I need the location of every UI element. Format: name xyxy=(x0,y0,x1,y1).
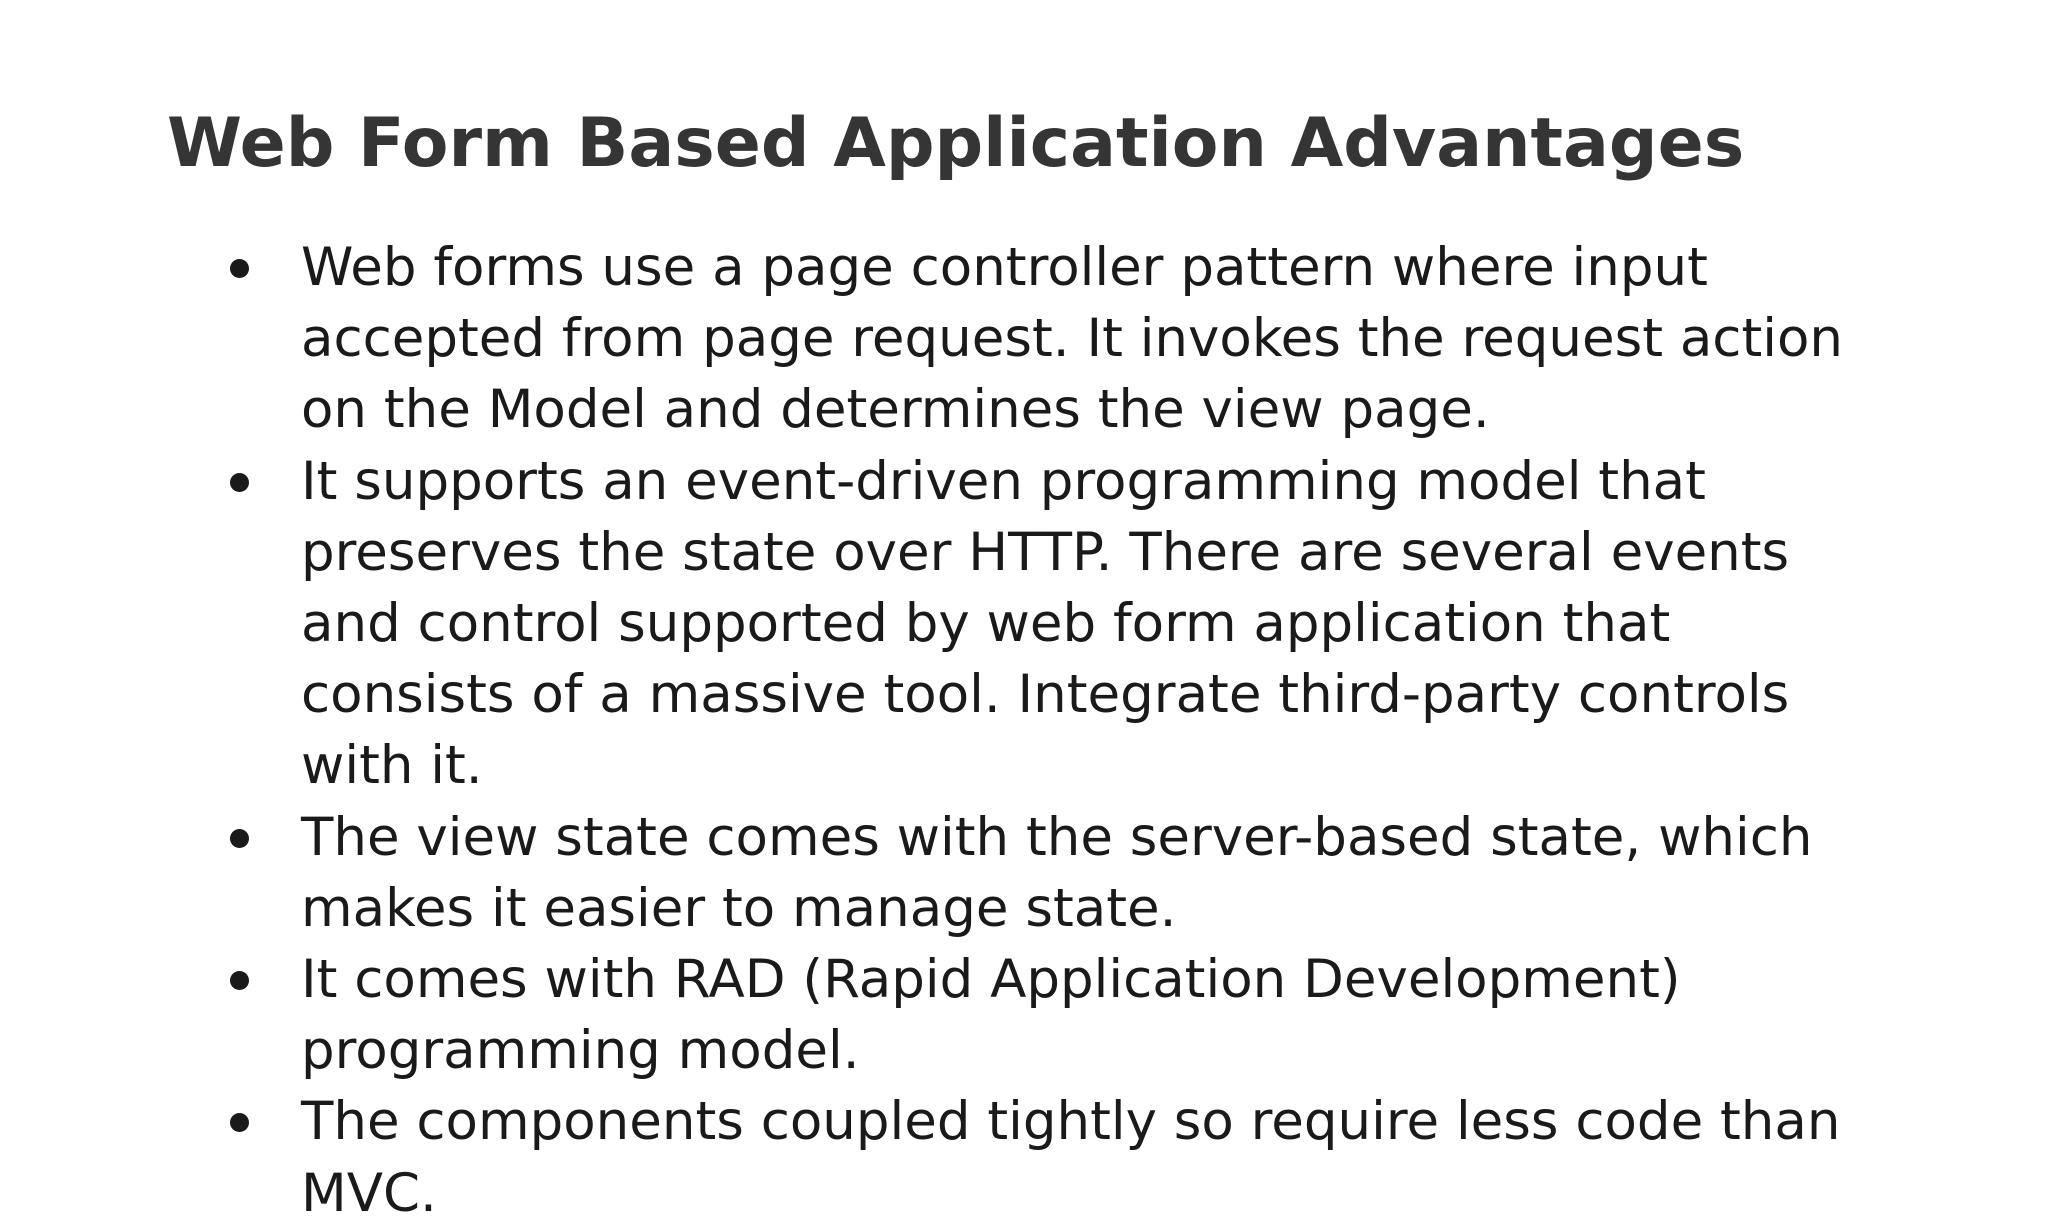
bullet-text: Web forms use a page controller pattern where input accepted from page request. It invokes the request action on the Model and determines the view page. xyxy=(301,237,1843,441)
slide-title: Web Form Based Application Advantages xyxy=(167,104,1745,183)
bullet-text: It comes with RAD (Rapid Application Development) programming model. xyxy=(301,949,1681,1082)
bullet-dot-icon xyxy=(230,473,249,492)
bullet-dot-icon xyxy=(230,829,249,848)
bullet-dot-icon xyxy=(230,259,249,278)
bullet-dot-icon xyxy=(230,1113,249,1132)
bullet-dot-icon xyxy=(230,971,249,990)
bullet-item xyxy=(219,232,1879,446)
bullet-text: It supports an event-driven programming model that preserves the state over HTTP. There are several events and control supported by web form application that consists of a massive tool. Integrate third-party controls with it. xyxy=(301,450,1790,797)
bullet-text: The view state comes with the server-based state, which makes it easier to manage state. xyxy=(301,806,1813,939)
bullet-item xyxy=(219,446,1879,802)
bullet-item xyxy=(219,944,1879,1086)
bullet-item xyxy=(219,802,1879,944)
bullet-text: The components coupled tightly so require less code than MVC. xyxy=(301,1091,1841,1224)
bullet-item xyxy=(219,1086,1879,1228)
bullet-list xyxy=(219,232,1879,1229)
